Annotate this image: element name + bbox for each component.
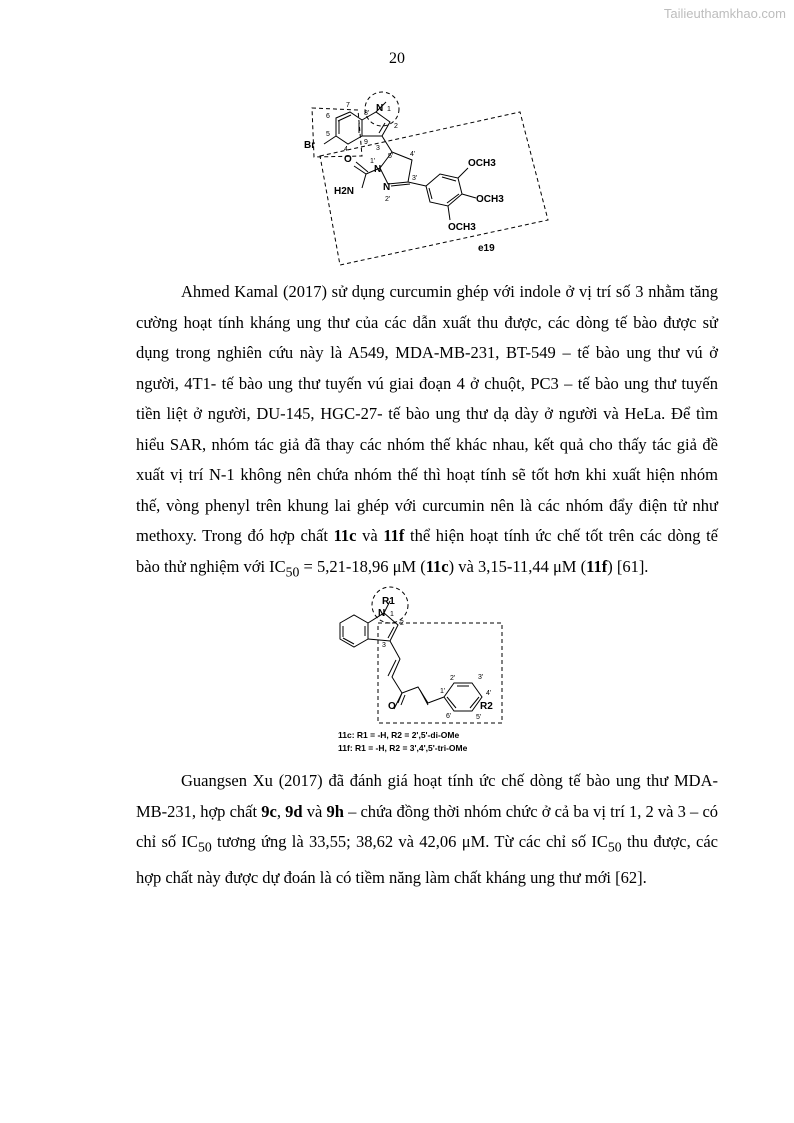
e19-atom-br: Br bbox=[304, 140, 316, 151]
p2-text-f: thu được, các hợp chất này được dự đoán là có tiềm năng làm chất kháng ung thư mới [62]. bbox=[136, 832, 718, 887]
caption-11c: 11c: R1 = -H, R2 = 2',5'-di-OMe bbox=[338, 730, 460, 740]
e19-atom-n2p: N bbox=[383, 182, 391, 193]
e19-och3-a: OCH3 bbox=[468, 158, 496, 169]
cpd11-pos-6p: 6' bbox=[446, 713, 452, 720]
dashed-region-side-chain bbox=[320, 112, 548, 265]
trimethoxyphenyl-ring bbox=[426, 174, 462, 206]
p1-subscript: 50 bbox=[285, 563, 300, 579]
e19-pos-3p: 3' bbox=[412, 175, 418, 182]
e19-atom-h2n: H2N bbox=[334, 186, 355, 197]
pyrazoline-ring bbox=[380, 152, 412, 184]
p1-text-d: = 5,21-18,96 μM ( bbox=[299, 556, 426, 576]
p1-text-a: Ahmed Kamal (2017) sử dụng curcumin ghép với indole ở vị trí số 3 nhằm tăng cường hoạt tính kháng ung thư của các dẫn xuất thu được, các dòng tế bào được sử dụng trong nghiên cứu này là A549, MDA-MB-231, BT-549 – tế bào ung thư vú ở người, 4T1- tế bào ung thư tuyến vú giai đoạn 4 ở chuột, PC3 – tế bào ung thư tuyến tiền liệt ở người, DU-145, HGC-27- tế bào ung thư dạ dày ở người và HeLa. Để tìm hiểu SAR, nhóm tác giả đã thay các nhóm thế khác nhau, kết quả cho thấy tác giả đề xuất vị trí N-1 không nên chứa nhóm thế thì hoạt tính sẽ tốt hơn khi xuất hiện nhóm thế, vòng phenyl trên khung lai ghép với curcumin nên là các nhóm đẩy điện tử như methoxy. Trong đó hợp chất bbox=[136, 282, 718, 545]
cpd11-pos-2: 2 bbox=[400, 620, 404, 627]
e19-atom-o: O bbox=[344, 154, 352, 165]
cpd11-r2: R2 bbox=[480, 701, 493, 712]
cpd11-pos-1p: 1' bbox=[440, 688, 446, 695]
e19-atom-n1p: N bbox=[374, 164, 382, 175]
paragraph-ahmed-kamal bbox=[136, 277, 718, 587]
e19-pos-9: 9 bbox=[364, 139, 368, 146]
cpd11-pos-2p: 2' bbox=[450, 675, 456, 682]
p1-compound-11c-b: 11c bbox=[425, 556, 449, 576]
e19-pos-5p: 5' bbox=[388, 153, 394, 160]
e19-pos-1p: 1' bbox=[370, 158, 376, 165]
paragraph-guangsen-xu bbox=[136, 766, 718, 893]
e19-pos-6: 6 bbox=[326, 113, 330, 120]
p2-subscript-a: 50 bbox=[197, 839, 212, 855]
cpd11-pos-1: 1 bbox=[390, 611, 394, 618]
cpd11-pos-3p: 3' bbox=[478, 674, 484, 681]
e19-pos-8p: 8' bbox=[364, 110, 370, 117]
benzene-ring bbox=[336, 112, 362, 144]
cpd11-atom-n: N bbox=[378, 608, 386, 619]
e19-pos-4p: 4' bbox=[410, 151, 416, 158]
figure-11-structure bbox=[330, 585, 540, 760]
p2-text-a: Guangsen Xu (2017) đã đánh giá hoạt tính ức chế dòng tế bào ung thư MDA-MB-231, hợp chất bbox=[136, 771, 718, 821]
p2-text-c: và bbox=[302, 801, 327, 821]
e19-pos-5: 5 bbox=[326, 131, 330, 138]
p1-text-c: thể hiện hoạt tính ức chế tốt trên các dòng tế bào thử nghiệm với IC bbox=[136, 526, 718, 576]
e19-compound-label: e19 bbox=[478, 243, 495, 254]
e19-och3-c: OCH3 bbox=[448, 222, 476, 233]
p1-text-f: ) [61]. bbox=[607, 556, 649, 576]
e19-pos-1: 1 bbox=[387, 106, 391, 113]
e19-pos-2p: 2' bbox=[385, 196, 391, 203]
e19-atom-n1: N bbox=[376, 103, 384, 114]
cpd11-pos-3: 3 bbox=[382, 642, 386, 649]
curcumin-indole-drawing bbox=[330, 585, 540, 760]
p2-subscript-b: 50 bbox=[607, 839, 622, 855]
indole-benzene bbox=[340, 615, 368, 647]
p2-text-b: , bbox=[276, 801, 286, 821]
cpd11-r1: R1 bbox=[382, 596, 395, 607]
p1-compound-11c: 11c bbox=[333, 526, 357, 545]
e19-pos-2: 2 bbox=[394, 123, 398, 130]
p1-text-e: ) và 3,15-11,44 μM ( bbox=[448, 556, 587, 576]
page-number: 20 bbox=[389, 50, 405, 67]
e19-structure-drawing bbox=[290, 90, 560, 270]
p2-compound-9h: 9h bbox=[326, 801, 344, 821]
p2-text-e: tương ứng là 33,55; 38,62 và 42,06 μM. Từ các chỉ số IC bbox=[211, 832, 608, 851]
p2-compound-9d: 9d bbox=[285, 801, 303, 821]
cpd11-pos-5p: 5' bbox=[476, 714, 482, 721]
caption-11f: 11f: R1 = -H, R2 = 3',4',5'-tri-OMe bbox=[338, 743, 468, 753]
p1-compound-11f-b: 11f bbox=[586, 556, 608, 576]
figure-e19-structure bbox=[290, 90, 560, 270]
cpd11-pos-4p: 4' bbox=[486, 690, 492, 697]
e19-och3-b: OCH3 bbox=[476, 194, 504, 205]
p1-text-b: và bbox=[356, 526, 384, 545]
p2-compound-9c: 9c bbox=[261, 801, 277, 821]
cpd11-atom-o: O bbox=[388, 701, 396, 712]
p2-text-d: – chứa đồng thời nhóm chức ở cả ba vị trí 1, 2 và 3 – có chỉ số IC bbox=[136, 801, 719, 851]
watermark: Tailieuthamkhao.com bbox=[663, 6, 786, 21]
dienone-chain bbox=[390, 641, 444, 709]
e19-pos-3: 3 bbox=[376, 145, 380, 152]
p1-compound-11f: 11f bbox=[383, 526, 405, 545]
e19-pos-7: 7 bbox=[346, 102, 350, 109]
e19-pos-4: 4 bbox=[344, 146, 348, 153]
phenyl-ring bbox=[444, 683, 482, 711]
